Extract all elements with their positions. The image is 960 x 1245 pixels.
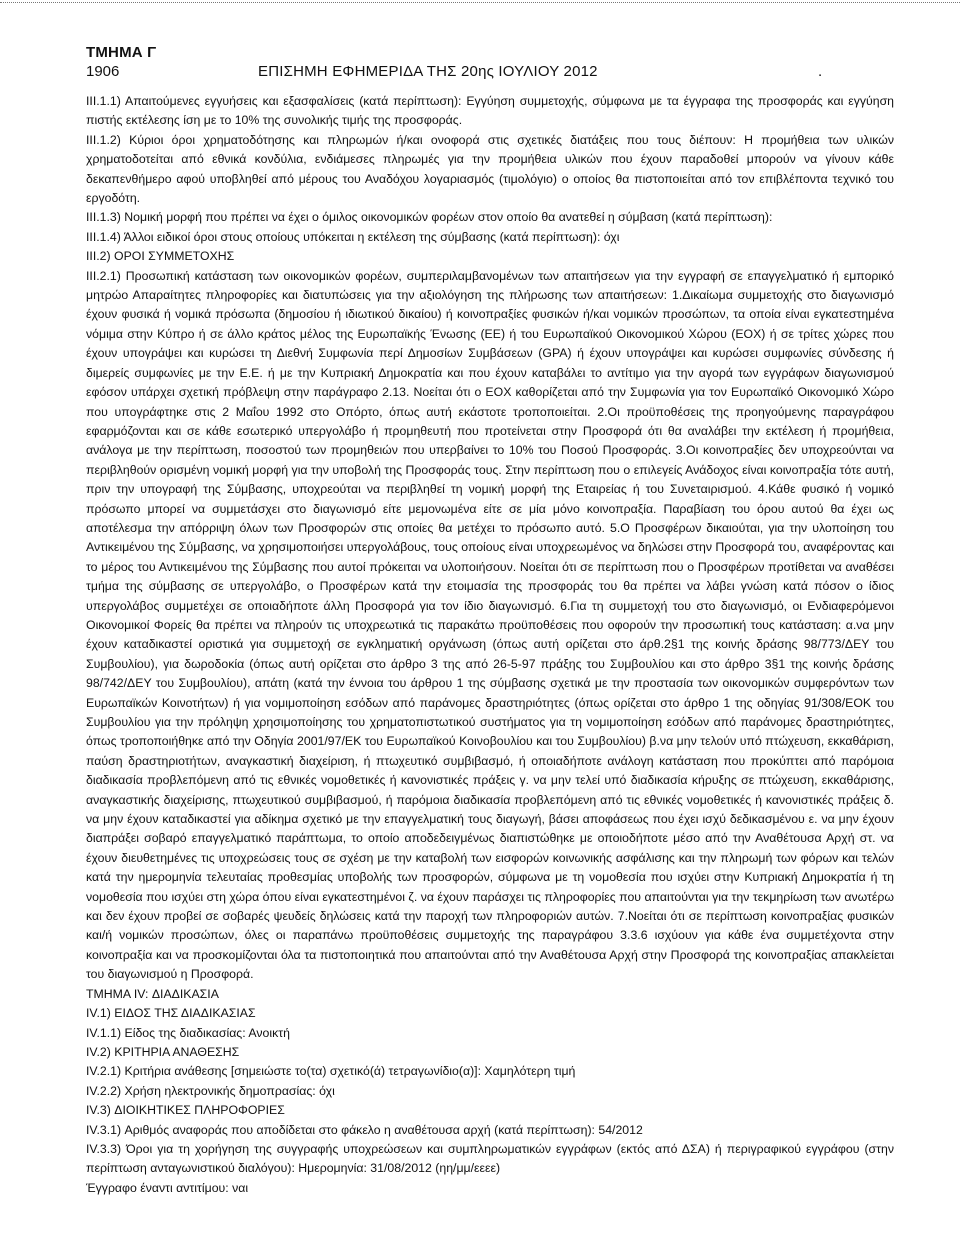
heading-section-iv: ΤΜΗΜΑ IV: ΔΙΑΔΙΚΑΣΙΑ <box>86 986 219 1001</box>
heading-iv-2: IV.2) ΚΡΙΤΗΡΙΑ ΑΝΑΘΕΣΗΣ <box>86 1044 240 1059</box>
paragraph-iv-1-1: IV.1.1) Είδος της διαδικασίας: Ανοικτή <box>86 1025 290 1040</box>
paragraph-iii-1-4: ΙΙΙ.1.4) Άλλοι ειδικοί όροι στους οποίους υπόκειται η εκτέλεση της σύμβασης (κατά περίπτωση): όχι <box>86 229 620 244</box>
paragraph-iv-2-1: IV.2.1) Κριτήρια ανάθεσης [σημειώστε το(τα) σχετικό(ά) τετραγωνίδιο(α)]: Χαμηλότερη τιμή <box>86 1064 576 1079</box>
paragraph-iii-1-2: ΙΙΙ.1.2) Κύριοι όροι χρηματοδότησης και πληρωμών ή/και ονοφορά στις σχετικές διατάξεις που τους διέπουν: Η προμήθεια των υλικών χρηματοδοτείται από εθνικά κονδύλια, ενδιάμεσες πληρωμές για την προμήθεια υλικών που έχουν παραδοθεί μπορούν να γίνουν κάθε δεκαπενθήμερο αφού υποβληθεί από μέρους του Αναδόχου λογαριασμός (τιμολόγιο) ο οποίος θα πιστοποιείται από τον επιβλέποντα τεχνικό του εργοδότη. <box>86 132 894 206</box>
paragraph-iv-3-1: IV.3.1) Αριθμός αναφοράς που αποδίδεται στο φάκελο η αναθέτουσα αρχή (κατά περίπτωση): 54/2012 <box>86 1122 643 1137</box>
heading-iv-1: IV.1) ΕΙΔΟΣ ΤΗΣ ΔΙΑΔΙΚΑΣΙΑΣ <box>86 1006 256 1021</box>
paragraph-iv-2-2: IV.2.2) Χρήση ηλεκτρονικής δημοπρασίας: όχι <box>86 1083 335 1098</box>
page-number: 1906 <box>86 63 120 80</box>
heading-iii-2: ΙΙΙ.2) ΟΡΟΙ ΣΥΜΜΕΤΟΧΗΣ <box>86 249 235 264</box>
heading-iv-3: IV.3) ΔΙΟΙΚΗΤΙΚΕΣ ΠΛΗΡΟΦΟΡΙΕΣ <box>86 1103 285 1118</box>
journal-title: ΕΠΙΣΗΜΗ ΕΦΗΜΕΡΙΔΑ ΤΗΣ 20ης ΙΟΥΛΙΟΥ 2012 <box>258 63 598 80</box>
header-mark: . <box>818 63 823 80</box>
document-body <box>86 92 894 1198</box>
section-heading: ΤΜΗΜΑ Γ <box>86 44 157 61</box>
top-dotted-rule <box>0 2 960 3</box>
paragraph-iii-2-1: ΙΙΙ.2.1) Προσωπική κατάσταση των οικονομικών φορέων, συμπεριλαμβανομένων των απαιτήσεων για την εγγραφή σε επαγγελματικό ή εμπορικό μητρώο Απαραίτητες πληροφορίες και διατυπώσεις για την αξιολόγηση της πλήρωσης των απαιτήσεων: 1.Δικαίωμα συμμετοχής στο διαγωνισμό έχουν φυσικά ή νομικά πρόσωπα (δημοσίου ή ιδιωτικού δικαίου) ή κοινοπραξίες φυσικών ή/και νομικών προσώπων, τα οποία είναι εγκατεστημένα νόμιμα στην Κύπρο ή σε άλλο κράτος μέλος της Ευρωπαϊκής Ένωσης (ΕΕ) ή του Ευρωπαϊκού Οικονομικού Χώρου (ΕΟΧ) ή σε τρίτες χώρες που έχουν υπογράψει και κυρώσει τη Διεθνή Συμφωνία περί Δημοσίων Συμβάσεων (GPA) ή έχουν υπογράψει και κυρώσει συμφωνίες σύνδεσης ή διμερείς συμφωνίες με την Ε.Ε. ή με την Κυπριακή Δημοκρατία και που έχουν καταβάλει το αντίτιμο για την αγορά των εγγράφων διαγωνισμού εφόσον υπάρχει σχετική πρόβλεψη στην παράγραφο 2.13. Νοείται ότι ο ΕΟΧ καθορίζεται από την Συμφωνία για τον Ευρωπαϊκό Οικονομικό Χώρο που υπογράφτηκε στις 2 Μαΐου 1992 στο Οπόρτο, όπως αυτή εκάστοτε τροποποιείται. 2.Οι προϋποθέσεις της προηγούμενης παραγράφου εφαρμόζονται και σε κάθε εσωτερικό υπεργολάβο ή προμηθευτή που προτείνεται στην Προσφορά ότι θα αναλάβει την εκτέλεση ή προμήθεια, ανάλογα με την περίπτωση, ποσοστού των προμηθειών που υπερβαίνει το 10% του Ποσού Προσφοράς. 3.Οι κοινοπραξίες δεν υποχρεούνται να περιβληθούν ορισμένη νομική μορφή για την υποβολή της Προσφοράς τους. Στην περίπτωση που ο επιλεγείς Ανάδοχος είναι κοινοπραξία τότε αυτή, πριν την υπογραφή της Σύμβασης, υποχρεούται να περιβληθεί τη νομική μορφή της Εταιρείας ή του Συνεταιρισμού. 4.Κάθε φυσικό ή νομικό πρόσωπο μπορεί να συμμετάσχει στο διαγωνισμό είτε μεμονωμένα είτε σε μία μόνο κοινοπραξία. Παραβίαση του όρου αυτού θα έχει ως αποτέλεσμα την απόρριψη όλων των Προσφορών στις οποίες θα μετέχει το πρόσωπο αυτό. 5.Ο Προσφέρων δικαιούται, για την υλοποίηση του Αντικειμένου της Σύμβασης, να χρησιμοποιήσει υπεργολάβους, τους οποίους είναι υποχρεωμένος να δηλώσει στην Προσφορά του, αναφέροντας και το μέρος του Αντικειμένου της Σύμβασης που αυτοί πρόκειται να υλοποιήσουν. Νοείται ότι σε περίπτωση που ο Προσφέρων προτίθεται να αναθέσει τμήμα της σύμβασης σε υπεργολάβο, ο Προσφέρων κατά την ετοιμασία της προσφοράς του θα πρέπει να λάβει γνώση κατά πόσον ο ίδιος υπεργολάβος συμμετέχει σε οποιαδήποτε άλλη Προσφορά για τον ίδιο διαγωνισμό. 6.Για τη συμμετοχή του στο διαγωνισμό, οι Ενδιαφερόμενοι Οικονομικοί Φορείς θα πρέπει να πληρούν τις υποχρεωτικά τις παρακάτω προϋποθέσεις που οφορούν την προσωπική τους κατάσταση: α.να μην έχουν καταδικαστεί οριστικά για συμμετοχή σε εγκληματική οργάνωση (όπως αυτή ορίζεται στο άρθ.2§1 της κοινής δράσης 98/773/ΔΕΥ του Συμβουλίου), για δωροδοκία (όπως αυτή ορίζεται στο άρθρο 3 της από 26-5-97 πράξης του Συμβουλίου και στο άρθρο 3§1 της κοινής δράσης 98/742/ΔΕΥ του Συμβουλίου), απάτη (κατά την έννοια του άρθρου 1 της σύμβασης σχετικά με την προστασία των οικονομικών συμφερόντων των Ευρωπαϊκών Κοινοτήτων) ή για νομιμοποίηση εσόδων από παράνομες δραστηριότητες (όπως ορίζεται στο άρθρο 1 της οδηγίας 91/308/ΕΟΚ του Συμβουλίου για την πρόληψη χρησιμοποίησης του χρηματοπιστωτικού συστήματος για τη νομιμοποίηση εσόδων από παράνομες δραστηριότητες, όπως τροποποιήθηκε από την Οδηγία 2001/97/ΕΚ του Ευρωπαϊκού Κοινοβουλίου και του Συμβουλίου) β.να μην τελούν υπό πτώχευση, εκκαθάριση, παύση δραστηριοτήτων, αναγκαστική διαχείριση, ή πτωχευτικό συμβιβασμό, ή οποιαδήποτε ανάλογη κατάσταση που προκύπτει από παρόμοια διαδικασία προβλεπόμενη από τις εθνικές νομοθετικές ή κανονιστικές πράξεις γ. να μην τελεί υπό διαδικασία κήρυξης σε πτώχευση, εκκαθάρισης, αναγκαστικής διαχείρισης, πτωχευτικού συμβιβασμού, ή παρόμοια διαδικασία προβλεπόμενη από τις εθνικές νομοθετικές ή κανονιστικές πράξεις δ. να μην έχουν καταδικαστεί για αδίκημα σχετικό με την επαγγελματική τους διαγωγή, βάσει αποφάσεως που έχει ισχύ δεδικασμένου ε. να μην έχουν διαπράξει σοβαρό επαγγελματικό παράπτωμα, το οποίο αποδεδειγμένως διαπιστώθηκε με οποιοδήποτε μέσο από την Αναθέτουσα Αρχή στ. να έχουν διευθετημένες τις υποχρεώσεις τους σε σχέση με την καταβολή των εισφορών κοινωνικής ασφάλισης και την πληρωμή των φόρων και τελών κατά την ημερομηνία τελευταίας προθεσμίας υποβολής των προσφορών, σύμφωνα με τη νομοθεσία που ισχύει στην Κυπριακή Δημοκρατία ή τη νομοθεσία που ισχύει στη χώρα όπου είναι εγκατεστημένοι ζ. να έχουν παράσχει τις πληροφορίες που απαιτούνται για την τεκμηρίωση των ανωτέρω και δεν έχουν προβεί σε σοβαρές ψευδείς δηλώσεις κατά την παροχή των πληροφοριών αυτών. 7.Νοείται ότι σε περίπτωση κοινοπραξίας φυσικών και/ή νομικών προσώπων, όλες οι παραπάνω προϋποθέσεις συμμετοχής της παραγράφου 3.3.6 ισχύουν για κάθε ένα συμμετέχοντα στην κοινοπραξία και να προσκομίζονται όλα τα πιστοποιητικά που απαιτούνται από την Αναθέτουσα Αρχή στην Προσφορά της κοινοπραξίας απακλείεται του διαγωνισμού η Προσφορά. <box>86 268 894 982</box>
paragraph-fee: Έγγραφο έναντι αντιτίμου: ναι <box>86 1180 249 1195</box>
paragraph-iv-3-3: IV.3.3) Όροι για τη χορήγηση της συγγραφής υποχρεώσεων και συμπληρωματικών εγγράφων (εκτός από ΔΣΑ) ή περιγραφικού εγγράφου (στην περίπτωση ανταγωνιστικού διαλόγου): Ημερομηνία: 31/08/2012 (ηη/μμ/εεεε) <box>86 1141 894 1176</box>
paragraph-iii-1-1: ΙΙΙ.1.1) Απαιτούμενες εγγυήσεις και εξασφαλίσεις (κατά περίπτωση): Εγγύηση συμμετοχής, σύμφωνα με τα έγγραφα της προσφοράς και εγγύηση πιστής εκτέλεσης ίση με το 10% της συνολικής τιμής της προσφοράς. <box>86 94 894 128</box>
paragraph-iii-1-3: ΙΙΙ.1.3) Νομική μορφή που πρέπει να έχει ο όμιλος οικονομικών φορέων στον οποίο θα ανατεθεί η σύμβαση (κατά περίπτωση): <box>86 210 773 225</box>
